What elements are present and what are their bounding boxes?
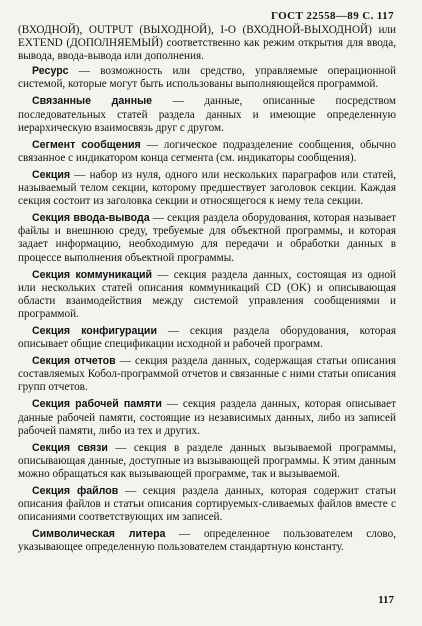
- glossary-entry: [18, 65, 396, 91]
- glossary-entry: [18, 355, 396, 394]
- glossary-term: Секция связи: [32, 441, 108, 454]
- glossary-definition: — набор из нуля, одного или нескольких параграфов или статей, называемый телом секции, которому предшествует заголовок секции. Каждая секция состоит из заголовка секции и относящегося к нему тела секции.: [18, 168, 396, 208]
- glossary-entry: [18, 528, 396, 554]
- running-head: ГОСТ 22558—89 С. 117: [270, 10, 394, 22]
- glossary-term: Символическая литера: [32, 528, 166, 541]
- glossary-definition: — секция раздела оборудования, которая называет файлы и внешнюю среду, требуемые для объектной программы, и которая задает информацию, необходимую для передачи и обработки данных в процессе выполнения объектной программы.: [18, 212, 396, 264]
- glossary-term: Секция конфигурации: [32, 324, 157, 337]
- glossary-entry: [18, 139, 396, 165]
- glossary-entry: [18, 398, 396, 437]
- glossary-entry: [18, 169, 396, 208]
- glossary-definition: — секция раздела данных, которая описывает данные рабочей памяти, состоящие из независимых данных, либо из записей рабочей памяти, либо из тех и других.: [18, 398, 396, 437]
- intro-paragraph: (ВХОДНОЙ), OUTPUT (ВЫХОДНОЙ), I-O (ВХОДНОЙ-ВЫХОДНОЙ) или EXTEND (ДОПОЛНЯЕМЫЙ) соответственно как режим открытия для ввода, вывода, ввода-вывода или дополнения.: [18, 24, 396, 63]
- glossary-entries: [18, 65, 396, 554]
- glossary-term: Связанные данные: [32, 95, 153, 108]
- glossary-entry: [18, 269, 396, 321]
- glossary-term: Ресурс: [32, 65, 69, 78]
- glossary-term: Секция: [32, 168, 71, 181]
- glossary-definition: — определенное пользователем слово, указывающее определенную пользователем стандартную константу.: [18, 528, 397, 554]
- glossary-entry: [18, 325, 396, 351]
- glossary-term: Сегмент сообщения: [32, 138, 141, 151]
- glossary-definition: — секция раздела оборудования, которая описывает общие спецификации исходной и рабочей программ.: [18, 324, 396, 351]
- glossary-definition: — данные, описанные посредством последовательных статей раздела данных и имеющие определенную иерархическую взаимосвязь друг с другом.: [18, 95, 396, 134]
- glossary-term: Секция рабочей памяти: [32, 398, 162, 411]
- glossary-definition: — возможность или средство, управляемые операционной системой, которые могут быть использованы выполняющейся программой.: [18, 65, 396, 91]
- glossary-term: Секция ввода-вывода: [32, 212, 150, 225]
- glossary-entry: [18, 442, 396, 481]
- glossary-entry: [18, 212, 396, 264]
- glossary-term: Секция коммуникаций: [32, 268, 153, 281]
- glossary-term: Секция файлов: [32, 485, 119, 497]
- glossary-term: Секция отчетов: [32, 355, 116, 368]
- glossary-entry: [18, 485, 396, 524]
- glossary-definition: — секция раздела данных, содержащая статьи описания составляемых Кобол-программой отчетов и связанные с ними статьи описания групп отчетов.: [18, 355, 396, 394]
- glossary-definition: — секция раздела данных, которая содержит статьи описания файлов и статьи описания сортируемых-сливаемых файлов вместе с описаниями соответствующих им записей.: [18, 485, 396, 524]
- page-number: 117: [378, 594, 394, 606]
- glossary-definition: — секция раздела данных, состоящая из одной или нескольких статей описания коммуникаций CD (OK) и описывающая области взаимодействия между системой управления сообщениями и программой.: [18, 268, 396, 320]
- glossary-entry: [18, 95, 396, 134]
- glossary-body: [18, 24, 396, 558]
- glossary-definition: — логическое подразделение сообщения, обычно связанное с индикатором конца сегмента (см. индикаторы сообщения).: [18, 138, 396, 164]
- glossary-definition: — секция в разделе данных вызываемой программы, описывающая данные, доступные из вызывающей программы. К этим данным можно обращаться как вызывающей программе, так и вызываемой.: [18, 441, 396, 480]
